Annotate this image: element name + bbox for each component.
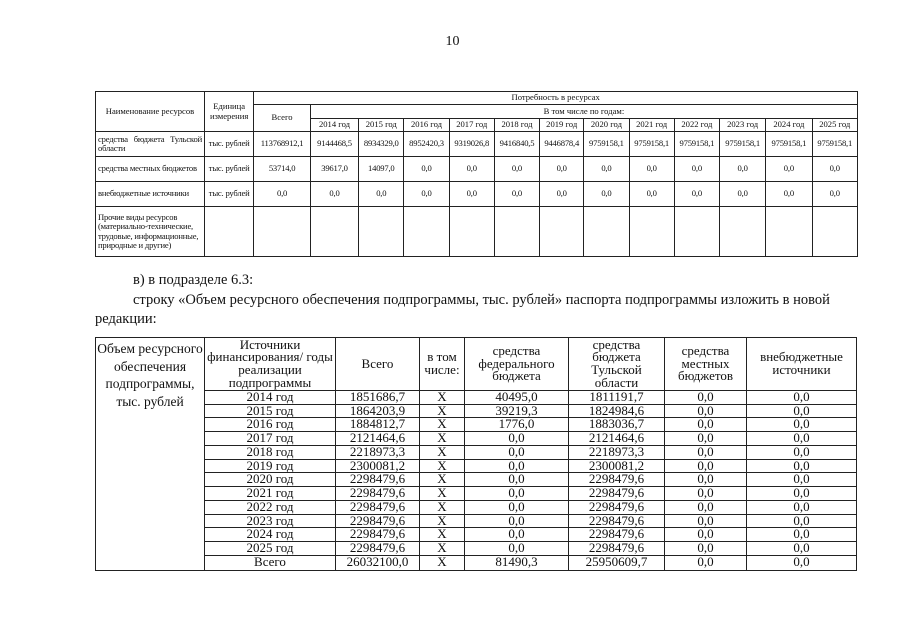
funding-federal-cell: 0,0 xyxy=(465,500,569,514)
year-value-cell: 9416840,5 xyxy=(494,132,539,157)
funding-local-cell: 0,0 xyxy=(665,514,747,528)
year-value-cell: 0,0 xyxy=(674,182,719,207)
year-value-cell: 0,0 xyxy=(629,157,674,182)
header-extrabudgetary: внебюджетные источники xyxy=(747,338,857,391)
funding-side-label: Объем ресурсного обеспечения подпрограммы, тыс. рублей xyxy=(96,338,205,571)
total-cell xyxy=(254,207,311,257)
year-value-cell: 0,0 xyxy=(449,182,494,207)
funding-federal-cell: 0,0 xyxy=(465,445,569,459)
instruction-text-continued: редакции: xyxy=(95,311,157,327)
table-row xyxy=(96,487,857,501)
funding-local-cell: 0,0 xyxy=(665,555,747,570)
header-local-budgets: средства местных бюджетов xyxy=(665,338,747,391)
funding-year-cell: 2019 год xyxy=(205,459,336,473)
funding-federal-cell: 0,0 xyxy=(465,514,569,528)
table-row xyxy=(96,418,857,432)
header-unit: Единица измерения xyxy=(204,92,253,132)
funding-x-cell: Х xyxy=(420,445,465,459)
funding-extra-cell: 0,0 xyxy=(747,514,857,528)
header-resource-name: Наименование ресурсов xyxy=(96,92,205,132)
funding-local-cell: 0,0 xyxy=(665,487,747,501)
year-value-cell: 0,0 xyxy=(629,182,674,207)
resource-name-cell: средства бюджета Тульской области xyxy=(96,132,205,157)
funding-extra-cell: 0,0 xyxy=(747,418,857,432)
funding-x-cell: Х xyxy=(420,487,465,501)
funding-regional-cell: 1811191,7 xyxy=(569,391,665,405)
funding-year-cell: 2023 год xyxy=(205,514,336,528)
year-value-cell: 0,0 xyxy=(494,182,539,207)
resource-name-cell: Прочие виды ресурсов (материально-технические, трудовые, информационные, природные и другие) xyxy=(96,207,205,257)
header-sources: Источники финансирования/ годы реализации подпрограммы xyxy=(205,338,336,391)
funding-regional-cell: 2218973,3 xyxy=(569,445,665,459)
table-row xyxy=(96,432,857,446)
year-value-cell xyxy=(674,207,719,257)
header-total: Всего xyxy=(336,338,420,391)
funding-year-cell: 2021 год xyxy=(205,487,336,501)
funding-extra-cell: 0,0 xyxy=(747,459,857,473)
year-value-cell: 0,0 xyxy=(766,157,812,182)
funding-regional-cell: 2298479,6 xyxy=(569,500,665,514)
funding-total-cell: 2300081,2 xyxy=(336,459,420,473)
funding-extra-cell: 0,0 xyxy=(747,487,857,501)
unit-cell: тыс. рублей xyxy=(204,157,253,182)
funding-local-cell: 0,0 xyxy=(665,473,747,487)
funding-total-cell: 1851686,7 xyxy=(336,391,420,405)
year-value-cell: 8934329,0 xyxy=(359,132,404,157)
funding-year-cell: 2014 год xyxy=(205,391,336,405)
subsection-heading: в) в подразделе 6.3: xyxy=(133,272,254,288)
header-by-years: В том числе по годам: xyxy=(310,105,857,119)
year-value-cell: 9759158,1 xyxy=(812,132,858,157)
funding-x-cell: Х xyxy=(420,459,465,473)
funding-local-cell: 0,0 xyxy=(665,432,747,446)
year-value-cell: 0,0 xyxy=(674,157,719,182)
year-header: 2023 год xyxy=(720,119,766,132)
funding-federal-cell: 1776,0 xyxy=(465,418,569,432)
total-cell: 113768912,1 xyxy=(254,132,311,157)
funding-total-cell: 2298479,6 xyxy=(336,528,420,542)
year-value-cell: 0,0 xyxy=(720,182,766,207)
year-value-cell: 0,0 xyxy=(720,157,766,182)
year-value-cell: 0,0 xyxy=(812,182,858,207)
funding-extra-cell: 0,0 xyxy=(747,528,857,542)
funding-local-cell: 0,0 xyxy=(665,445,747,459)
resource-name-cell: средства местных бюджетов xyxy=(96,157,205,182)
unit-cell: тыс. рублей xyxy=(204,182,253,207)
funding-x-cell: Х xyxy=(420,542,465,556)
year-value-cell: 0,0 xyxy=(404,157,449,182)
year-header: 2025 год xyxy=(812,119,858,132)
year-value-cell: 9759158,1 xyxy=(629,132,674,157)
funding-total-cell: 2121464,6 xyxy=(336,432,420,446)
funding-regional-cell: 2298479,6 xyxy=(569,473,665,487)
year-value-cell: 14097,0 xyxy=(359,157,404,182)
funding-x-cell: Х xyxy=(420,555,465,570)
header-regional-budget: средства бюджета Тульской области xyxy=(569,338,665,391)
year-header: 2014 год xyxy=(310,119,358,132)
funding-local-cell: 0,0 xyxy=(665,500,747,514)
table-row xyxy=(96,404,857,418)
funding-regional-cell: 1883036,7 xyxy=(569,418,665,432)
year-value-cell xyxy=(812,207,858,257)
unit-cell: тыс. рублей xyxy=(204,132,253,157)
year-value-cell: 0,0 xyxy=(449,157,494,182)
header-including: в том числе: xyxy=(420,338,465,391)
year-value-cell: 0,0 xyxy=(584,157,629,182)
year-value-cell: 9319026,8 xyxy=(449,132,494,157)
funding-regional-cell: 2298479,6 xyxy=(569,528,665,542)
funding-extra-cell: 0,0 xyxy=(747,391,857,405)
page-number: 10 xyxy=(445,34,460,49)
funding-year-cell: 2022 год xyxy=(205,500,336,514)
funding-regional-cell: 25950609,7 xyxy=(569,555,665,570)
table-row xyxy=(96,473,857,487)
funding-year-cell: 2018 год xyxy=(205,445,336,459)
funding-extra-cell: 0,0 xyxy=(747,555,857,570)
total-cell: 0,0 xyxy=(254,182,311,207)
funding-regional-cell: 2298479,6 xyxy=(569,514,665,528)
funding-regional-cell: 2121464,6 xyxy=(569,432,665,446)
table-row xyxy=(96,514,857,528)
funding-year-cell: 2016 год xyxy=(205,418,336,432)
year-header: 2020 год xyxy=(584,119,629,132)
year-value-cell xyxy=(766,207,812,257)
year-value-cell: 0,0 xyxy=(540,157,584,182)
table-row xyxy=(96,157,858,182)
table-row xyxy=(96,132,858,157)
header-resource-need: Потребность в ресурсах xyxy=(254,92,858,105)
funding-extra-cell: 0,0 xyxy=(747,473,857,487)
year-value-cell xyxy=(404,207,449,257)
funding-total-cell: 2218973,3 xyxy=(336,445,420,459)
funding-year-cell: 2017 год xyxy=(205,432,336,446)
funding-regional-cell: 2298479,6 xyxy=(569,487,665,501)
year-value-cell: 0,0 xyxy=(359,182,404,207)
year-header: 2021 год xyxy=(629,119,674,132)
funding-extra-cell: 0,0 xyxy=(747,404,857,418)
table-row xyxy=(96,459,857,473)
funding-x-cell: Х xyxy=(420,404,465,418)
year-header: 2015 год xyxy=(359,119,404,132)
table-row xyxy=(96,555,857,570)
table-row xyxy=(96,445,857,459)
year-value-cell: 0,0 xyxy=(404,182,449,207)
funding-total-cell: 2298479,6 xyxy=(336,473,420,487)
funding-year-cell: 2020 год xyxy=(205,473,336,487)
funding-total-cell: 1864203,9 xyxy=(336,404,420,418)
funding-local-cell: 0,0 xyxy=(665,459,747,473)
funding-federal-cell: 0,0 xyxy=(465,528,569,542)
funding-total-cell: 1884812,7 xyxy=(336,418,420,432)
funding-year-cell: 2015 год xyxy=(205,404,336,418)
funding-extra-cell: 0,0 xyxy=(747,542,857,556)
funding-total-cell: 26032100,0 xyxy=(336,555,420,570)
funding-federal-cell: 0,0 xyxy=(465,542,569,556)
funding-year-cell: Всего xyxy=(205,555,336,570)
funding-x-cell: Х xyxy=(420,500,465,514)
funding-total-cell: 2298479,6 xyxy=(336,542,420,556)
funding-total-cell: 2298479,6 xyxy=(336,514,420,528)
header-total: Всего xyxy=(254,105,311,132)
funding-local-cell: 0,0 xyxy=(665,404,747,418)
funding-regional-cell: 2300081,2 xyxy=(569,459,665,473)
year-value-cell xyxy=(540,207,584,257)
year-value-cell: 0,0 xyxy=(584,182,629,207)
resource-needs-table xyxy=(95,91,858,257)
year-value-cell xyxy=(310,207,358,257)
funding-x-cell: Х xyxy=(420,473,465,487)
year-header: 2017 год xyxy=(449,119,494,132)
instruction-text: строку «Объем ресурсного обеспечения подпрограммы, тыс. рублей» паспорта подпрограммы изложить в новой xyxy=(133,292,830,308)
funding-federal-cell: 39219,3 xyxy=(465,404,569,418)
funding-federal-cell: 0,0 xyxy=(465,487,569,501)
year-header: 2019 год xyxy=(540,119,584,132)
funding-extra-cell: 0,0 xyxy=(747,445,857,459)
funding-federal-cell: 0,0 xyxy=(465,459,569,473)
year-value-cell: 9759158,1 xyxy=(766,132,812,157)
table-row xyxy=(96,528,857,542)
funding-federal-cell: 40495,0 xyxy=(465,391,569,405)
year-value-cell: 0,0 xyxy=(812,157,858,182)
table-row xyxy=(96,391,857,405)
year-value-cell: 8952420,3 xyxy=(404,132,449,157)
table-row xyxy=(96,500,857,514)
table-row xyxy=(96,542,857,556)
year-value-cell xyxy=(629,207,674,257)
funding-total-cell: 2298479,6 xyxy=(336,487,420,501)
year-value-cell: 9446878,4 xyxy=(540,132,584,157)
funding-year-cell: 2025 год xyxy=(205,542,336,556)
funding-federal-cell: 0,0 xyxy=(465,473,569,487)
total-cell: 53714,0 xyxy=(254,157,311,182)
funding-x-cell: Х xyxy=(420,391,465,405)
resource-name-cell: внебюджетные источники xyxy=(96,182,205,207)
year-value-cell: 0,0 xyxy=(494,157,539,182)
funding-federal-cell: 81490,3 xyxy=(465,555,569,570)
funding-year-cell: 2024 год xyxy=(205,528,336,542)
year-value-cell: 0,0 xyxy=(766,182,812,207)
table-row xyxy=(96,207,858,257)
funding-x-cell: Х xyxy=(420,514,465,528)
funding-local-cell: 0,0 xyxy=(665,528,747,542)
funding-local-cell: 0,0 xyxy=(665,391,747,405)
year-value-cell: 0,0 xyxy=(310,182,358,207)
year-value-cell: 0,0 xyxy=(540,182,584,207)
funding-total-cell: 2298479,6 xyxy=(336,500,420,514)
year-value-cell: 9144468,5 xyxy=(310,132,358,157)
funding-x-cell: Х xyxy=(420,432,465,446)
year-value-cell: 9759158,1 xyxy=(674,132,719,157)
header-federal-budget: средства федерального бюджета xyxy=(465,338,569,391)
year-header: 2016 год xyxy=(404,119,449,132)
year-header: 2024 год xyxy=(766,119,812,132)
funding-x-cell: Х xyxy=(420,418,465,432)
year-value-cell xyxy=(584,207,629,257)
funding-regional-cell: 1824984,6 xyxy=(569,404,665,418)
funding-local-cell: 0,0 xyxy=(665,542,747,556)
year-value-cell xyxy=(494,207,539,257)
funding-local-cell: 0,0 xyxy=(665,418,747,432)
year-value-cell: 9759158,1 xyxy=(720,132,766,157)
table-row xyxy=(96,182,858,207)
year-value-cell xyxy=(720,207,766,257)
year-header: 2018 год xyxy=(494,119,539,132)
year-value-cell: 39617,0 xyxy=(310,157,358,182)
year-value-cell xyxy=(449,207,494,257)
funding-regional-cell: 2298479,6 xyxy=(569,542,665,556)
funding-extra-cell: 0,0 xyxy=(747,500,857,514)
year-value-cell xyxy=(359,207,404,257)
funding-extra-cell: 0,0 xyxy=(747,432,857,446)
funding-federal-cell: 0,0 xyxy=(465,432,569,446)
year-header: 2022 год xyxy=(674,119,719,132)
funding-table xyxy=(95,337,857,571)
year-value-cell: 9759158,1 xyxy=(584,132,629,157)
funding-x-cell: Х xyxy=(420,528,465,542)
unit-cell xyxy=(204,207,253,257)
